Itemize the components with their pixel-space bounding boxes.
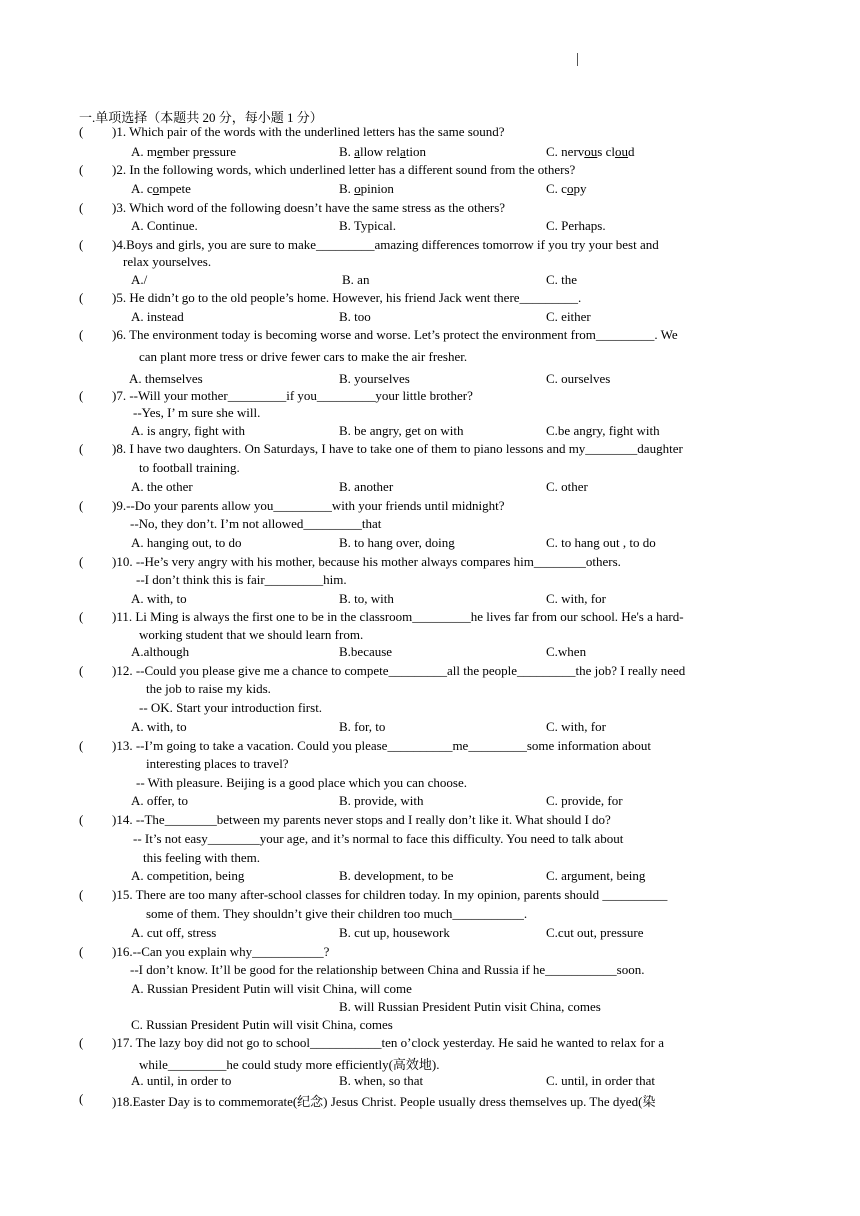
option-7-b: B. be angry, get on with	[339, 423, 464, 438]
question-9-stem2: --No, they don’t. I’m not allowed_________that	[130, 516, 382, 531]
option-11-a: A.although	[131, 644, 190, 659]
option-9-a: A. hanging out, to do	[131, 535, 242, 550]
underlined-letters: ou	[614, 144, 628, 159]
question-13-stem: )13. --I’m going to take a vacation. Could you please__________me_________some information about	[112, 738, 652, 753]
answer-paren: (	[79, 124, 84, 139]
question-17-stem: )17. The lazy boy did not go to school___________ten o’clock yesterday. He said he wanted to relax for a	[112, 1035, 664, 1050]
answer-paren: (	[79, 200, 84, 215]
question-12-stem3: -- OK. Start your introduction first.	[139, 700, 323, 715]
option-8-c: C. other	[546, 479, 588, 494]
option-text: B.	[339, 181, 355, 196]
option-16-c: C. Russian President Putin will visit China, comes	[131, 1017, 393, 1032]
question-4-stem: )4.Boys and girls, you are sure to make_________amazing differences tomorrow if you try your best and	[112, 237, 659, 252]
option-14-b: B. development, to be	[339, 868, 454, 883]
underlined-letters: ou	[584, 144, 598, 159]
question-5-stem: )5. He didn’t go to the old people’s home. However, his friend Jack went there_________.	[112, 290, 582, 305]
answer-paren: (	[79, 327, 84, 342]
option-13-b: B. provide, with	[339, 793, 424, 808]
answer-paren: (	[79, 237, 84, 252]
option-2-c	[546, 181, 586, 197]
option-1-b	[339, 144, 426, 160]
option-text: C. nerv	[546, 144, 585, 159]
option-5-c: C. either	[546, 309, 591, 324]
question-10-stem: )10. --He’s very angry with his mother, because his mother always compares him________others.	[112, 554, 621, 569]
question-7-stem: )7. --Will your mother_________if you_________your little brother?	[112, 388, 473, 403]
option-text: A. m	[131, 144, 157, 159]
option-6-a: A. themselves	[129, 371, 203, 386]
answer-paren: (	[79, 738, 84, 753]
question-3-stem: )3. Which word of the following doesn’t have the same stress as the others?	[112, 200, 506, 215]
option-14-a: A. competition, being	[131, 868, 245, 883]
question-9-stem: )9.--Do your parents allow you_________with your friends until midnight?	[112, 498, 505, 513]
option-17-c: C. until, in order that	[546, 1073, 656, 1088]
answer-paren: (	[79, 162, 84, 177]
option-12-a: A. with, to	[131, 719, 187, 734]
option-6-c: C. ourselves	[546, 371, 611, 386]
underlined-letters: a	[354, 144, 360, 159]
question-8-stem2: to football training.	[139, 460, 240, 475]
option-2-a	[131, 181, 191, 197]
answer-paren: (	[79, 1035, 84, 1050]
option-13-a: A. offer, to	[131, 793, 189, 808]
option-10-c: C. with, for	[546, 591, 606, 606]
option-14-c: C. argument, being	[546, 868, 646, 883]
answer-paren: (	[79, 887, 84, 902]
question-16-stem: )16.--Can you explain why___________?	[112, 944, 330, 959]
option-9-b: B. to hang over, doing	[339, 535, 455, 550]
option-17-a: A. until, in order to	[131, 1073, 232, 1088]
underlined-letters: o	[354, 181, 361, 196]
option-text: d	[627, 144, 635, 159]
option-15-a: A. cut off, stress	[131, 925, 217, 940]
option-text: mpete	[159, 181, 191, 196]
option-12-c: C. with, for	[546, 719, 606, 734]
option-15-b: B. cut up, housework	[339, 925, 450, 940]
answer-paren: (	[79, 1091, 84, 1106]
question-7-stem2: --Yes, I’ m sure she will.	[133, 405, 261, 420]
option-11-c: C.when	[546, 644, 587, 659]
option-2-b	[339, 181, 394, 197]
answer-paren: (	[79, 812, 84, 827]
question-15-stem: )15. There are too many after-school classes for children today. In my opinion, parents should __________	[112, 887, 668, 902]
option-text: ssure	[209, 144, 237, 159]
option-10-b: B. to, with	[339, 591, 394, 606]
option-3-c: C. Perhaps.	[546, 218, 606, 233]
option-1-a	[131, 144, 236, 160]
option-12-b: B. for, to	[339, 719, 386, 734]
option-3-a: A. Continue.	[131, 218, 198, 233]
underlined-letters: o	[152, 181, 160, 196]
question-14-stem3: this feeling with them.	[143, 850, 260, 865]
question-13-stem2: interesting places to travel?	[146, 756, 289, 771]
answer-paren: (	[79, 498, 84, 513]
option-4-c: C. the	[546, 272, 578, 287]
underlined-letters: e	[157, 144, 163, 159]
question-2-stem: )2. In the following words, which underlined letter has a different sound from the others?	[112, 162, 576, 177]
header-mark	[577, 53, 578, 66]
option-16-a: A. Russian President Putin will visit China, will come	[131, 981, 412, 996]
question-11-stem2: working student that we should learn from.	[139, 627, 364, 642]
question-11-stem: )11. Li Ming is always the first one to be in the classroom_________he lives far from our school. He's a hard-	[112, 609, 684, 624]
answer-paren: (	[79, 554, 84, 569]
option-text: s cl	[597, 144, 615, 159]
option-text: py	[573, 181, 587, 196]
option-7-a: A. is angry, fight with	[131, 423, 245, 438]
option-17-b: B. when, so that	[339, 1073, 424, 1088]
option-text: pinion	[360, 181, 394, 196]
option-9-c: C. to hang out , to do	[546, 535, 656, 550]
question-13-stem3: -- With pleasure. Beijing is a good place which you can choose.	[136, 775, 468, 790]
question-14-stem2: -- It’s not easy________your age, and it’s normal to face this difficulty. You need to talk about	[133, 831, 624, 846]
option-5-b: B. too	[339, 309, 371, 324]
question-17-stem2: while_________he could study more efficiently(高效地).	[139, 1057, 440, 1072]
option-8-a: A. the other	[131, 479, 193, 494]
question-4-stem2: relax yourselves.	[123, 254, 212, 269]
option-16-b: B. will Russian President Putin visit China, comes	[339, 999, 601, 1014]
question-15-stem2: some of them. They shouldn’t give their children too much___________.	[146, 906, 528, 921]
question-6-stem: )6. The environment today is becoming worse and worse. Let’s protect the environment from_________. We	[112, 327, 678, 342]
underlined-letters: o	[566, 181, 574, 196]
option-text: llow rel	[359, 144, 401, 159]
section-title: 一.单项选择（本题共 20 分，每小题 1 分）	[79, 110, 323, 125]
option-6-b: B. yourselves	[339, 371, 410, 386]
option-13-c: C. provide, for	[546, 793, 623, 808]
answer-paren: (	[79, 609, 84, 624]
option-8-b: B. another	[339, 479, 394, 494]
answer-paren: (	[79, 944, 84, 959]
question-6-stem2: can plant more tress or drive fewer cars to make the air fresher.	[139, 349, 468, 364]
option-7-c: C.be angry, fight with	[546, 423, 660, 438]
question-12-stem2: the job to raise my kids.	[146, 681, 271, 696]
question-14-stem: )14. --The________between my parents never stops and I really don’t like it. What should I do?	[112, 812, 611, 827]
question-8-stem: )8. I have two daughters. On Saturdays, I have to take one of them to piano lessons and my________daughter	[112, 441, 683, 456]
option-text: B.	[339, 144, 355, 159]
answer-paren: (	[79, 441, 84, 456]
question-16-stem2: --I don’t know. It’ll be good for the relationship between China and Russia if he___________soon.	[130, 962, 645, 977]
option-text: tion	[405, 144, 427, 159]
option-4-b: B. an	[342, 272, 370, 287]
option-text: A. c	[131, 181, 153, 196]
question-10-stem2: --I don’t think this is fair_________him.	[136, 572, 347, 587]
question-18-stem: )18.Easter Day is to commemorate(纪念) Jesus Christ. People usually dress themselves up. The dyed(染	[112, 1094, 656, 1109]
option-3-b: B. Typical.	[339, 218, 396, 233]
option-4-a: A./	[131, 272, 148, 287]
option-text: C. c	[546, 181, 567, 196]
underlined-letters: a	[400, 144, 406, 159]
question-1-stem: )1. Which pair of the words with the underlined letters has the same sound?	[112, 124, 505, 139]
answer-paren: (	[79, 663, 84, 678]
option-15-c: C.cut out, pressure	[546, 925, 644, 940]
option-10-a: A. with, to	[131, 591, 187, 606]
option-11-b: B.because	[339, 644, 393, 659]
option-text: mber pr	[162, 144, 204, 159]
answer-paren: (	[79, 388, 84, 403]
option-1-c	[546, 144, 634, 160]
question-12-stem: )12. --Could you please give me a chance to compete_________all the people_________the job? I really need	[112, 663, 686, 678]
underlined-letters: e	[203, 144, 210, 159]
option-5-a: A. instead	[131, 309, 184, 324]
answer-paren: (	[79, 290, 84, 305]
